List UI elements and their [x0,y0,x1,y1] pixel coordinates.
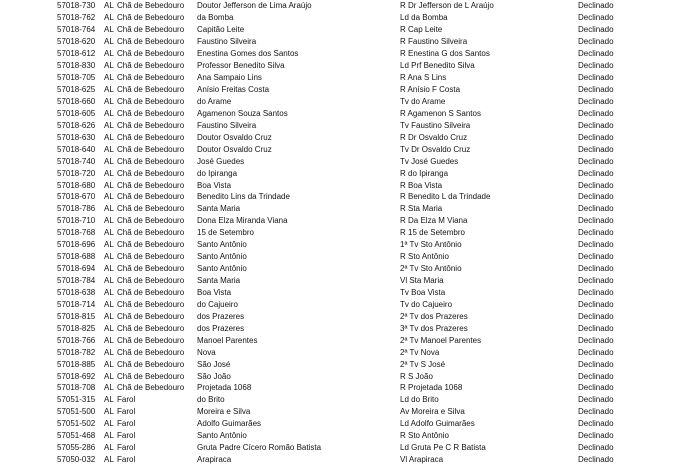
cell-street: Faustino Silveira [197,120,257,130]
cell-uf: AL [104,25,114,35]
cell-cep: 57018-694 [57,264,96,274]
cell-district: Farol [117,455,136,465]
cell-cep: 57018-720 [57,168,96,178]
table-row [0,227,697,239]
cell-uf: AL [104,311,114,321]
cell-cep: 57018-605 [57,108,96,118]
cell-cep: 57018-626 [57,120,96,130]
table-row [0,24,697,36]
cell-cep: 57018-740 [57,156,96,166]
cell-district: Chã de Bebedouro [117,347,185,357]
cell-street: Faustino Silveira [197,37,257,47]
cell-district: Chã de Bebedouro [117,228,185,238]
cell-abbrev: R Enestina G dos Santos [400,49,490,59]
cell-status: Declinado [578,323,614,333]
cell-abbrev: Tv Boa Vista [400,287,446,297]
cell-cep: 57018-640 [57,144,96,154]
cell-cep: 57018-825 [57,323,96,333]
cell-uf: AL [104,49,114,59]
cell-street: do Ipiranga [197,168,238,178]
cell-district: Chã de Bebedouro [117,287,185,297]
cell-street: Gruta Padre Cícero Romão Batista [197,443,322,453]
table-row [0,263,697,275]
table-row [0,96,697,108]
cell-street: Enestina Gomes dos Santos [197,49,299,59]
cell-uf: AL [104,431,114,441]
cell-cep: 57018-612 [57,49,96,59]
cell-uf: AL [104,455,114,465]
cell-district: Chã de Bebedouro [117,132,185,142]
cell-district: Chã de Bebedouro [117,299,185,309]
cell-district: Chã de Bebedouro [117,25,185,35]
cell-street: José Guedes [197,156,245,166]
cell-abbrev: Tv do Arame [400,96,446,106]
cell-street: Moreira e Silva [197,407,251,417]
cell-abbrev: Ld Prf Benedito Silva [400,61,475,71]
cell-status: Declinado [578,359,614,369]
cell-status: Declinado [578,96,614,106]
cell-uf: AL [104,37,114,47]
cell-abbrev: R Benedito L da Trindade [400,192,491,202]
cell-abbrev: Ld Adolfo Guimarães [400,419,475,429]
cell-street: Doutor Osvaldo Cruz [197,144,272,154]
cell-status: Declinado [578,37,614,47]
cell-street: do Arame [197,96,232,106]
cell-status: Declinado [578,252,614,262]
cell-street: Boa Vista [197,180,232,190]
cell-street: dos Prazeres [197,311,245,321]
table-row [0,298,697,310]
cell-cep: 57018-830 [57,61,96,71]
cell-cep: 57018-638 [57,287,96,297]
cell-uf: AL [104,73,114,83]
cell-cep: 57018-696 [57,240,96,250]
table-row [0,334,697,346]
table-row [0,167,697,179]
cell-uf: AL [104,395,114,405]
cell-district: Chã de Bebedouro [117,383,185,393]
cell-uf: AL [104,347,114,357]
cell-cep: 57018-815 [57,311,96,321]
cell-district: Chã de Bebedouro [117,168,185,178]
cell-street: São João [197,371,231,381]
cell-status: Declinado [578,443,614,453]
cell-district: Chã de Bebedouro [117,359,185,369]
cell-street: dos Prazeres [197,323,245,333]
cell-status: Declinado [578,216,614,226]
cell-abbrev: R do Ipiranga [400,168,449,178]
cell-district: Chã de Bebedouro [117,96,185,106]
cell-cep: 57018-885 [57,359,96,369]
cell-cep: 57018-670 [57,192,96,202]
cell-cep: 57055-286 [57,443,96,453]
cell-street: Adolfo Guimarães [197,419,262,429]
cell-abbrev: 2ª Tv Nova [400,347,440,357]
cell-street: do Brito [197,395,225,405]
cell-cep: 57018-782 [57,347,96,357]
cell-abbrev: R Ana S Lins [400,73,447,83]
table-row [0,251,697,263]
cell-district: Farol [117,407,136,417]
cell-abbrev: Vl Arapiraca [400,455,444,465]
cell-status: Declinado [578,299,614,309]
cell-street: Projetada 1068 [197,383,252,393]
table-row [0,239,697,251]
cell-status: Declinado [578,407,614,417]
cell-status: Declinado [578,13,614,23]
cell-status: Declinado [578,108,614,118]
cell-district: Chã de Bebedouro [117,120,185,130]
cell-district: Chã de Bebedouro [117,108,185,118]
cell-street: Santo Antônio [197,264,247,274]
cell-status: Declinado [578,431,614,441]
cell-cep: 57018-692 [57,371,96,381]
cell-uf: AL [104,192,114,202]
cell-district: Chã de Bebedouro [117,311,185,321]
table-row [0,215,697,227]
cell-cep: 57018-710 [57,216,96,226]
cell-district: Chã de Bebedouro [117,61,185,71]
table-row [0,179,697,191]
table-row [0,143,697,155]
cell-cep: 57050-032 [57,455,96,465]
table-row [0,84,697,96]
cell-street: São José [197,359,231,369]
cell-status: Declinado [578,335,614,345]
cell-uf: AL [104,383,114,393]
cell-status: Declinado [578,347,614,357]
cell-abbrev: R Da Elza M Viana [400,216,468,226]
cell-uf: AL [104,168,114,178]
table-row [0,346,697,358]
cell-cep: 57018-705 [57,73,96,83]
cell-cep: 57018-768 [57,228,96,238]
cell-street: Benedito Lins da Trindade [197,192,290,202]
cell-uf: AL [104,240,114,250]
cell-cep: 57018-708 [57,383,96,393]
cell-status: Declinado [578,49,614,59]
cell-abbrev: 2ª Tv Sto Antônio [400,264,462,274]
cell-uf: AL [104,61,114,71]
cell-district: Chã de Bebedouro [117,204,185,214]
cell-status: Declinado [578,25,614,35]
cell-street: Doutor Jefferson de Lima Araújo [197,1,312,11]
cell-cep: 57018-786 [57,204,96,214]
table-row [0,370,697,382]
cell-abbrev: 1ª Tv Sto Antônio [400,240,462,250]
cell-status: Declinado [578,276,614,286]
cell-district: Chã de Bebedouro [117,37,185,47]
cell-abbrev: R Faustino Silveira [400,37,468,47]
table-row [0,48,697,60]
cell-district: Chã de Bebedouro [117,323,185,333]
cell-district: Chã de Bebedouro [117,144,185,154]
cell-district: Chã de Bebedouro [117,276,185,286]
table-row [0,430,697,442]
cell-status: Declinado [578,85,614,95]
cell-uf: AL [104,264,114,274]
table-row [0,155,697,167]
cell-status: Declinado [578,73,614,83]
cell-district: Chã de Bebedouro [117,216,185,226]
cell-abbrev: Tv José Guedes [400,156,459,166]
table-row [0,203,697,215]
cell-status: Declinado [578,287,614,297]
cell-district: Chã de Bebedouro [117,49,185,59]
cell-uf: AL [104,252,114,262]
table-row [0,72,697,84]
cell-abbrev: R Boa Vista [400,180,443,190]
cell-abbrev: R S João [400,371,433,381]
cell-district: Chã de Bebedouro [117,180,185,190]
cell-street: Anísio Freitas Costa [197,85,270,95]
cell-cep: 57018-784 [57,276,96,286]
cell-status: Declinado [578,1,614,11]
cell-district: Farol [117,395,136,405]
table-row [0,191,697,203]
cell-status: Declinado [578,61,614,71]
cell-status: Declinado [578,228,614,238]
cell-district: Chã de Bebedouro [117,264,185,274]
cell-street: 15 de Setembro [197,228,254,238]
cell-district: Farol [117,431,136,441]
cell-uf: AL [104,335,114,345]
cell-uf: AL [104,216,114,226]
table-row [0,310,697,322]
cell-uf: AL [104,371,114,381]
cell-cep: 57018-660 [57,96,96,106]
table-row [0,418,697,430]
cell-district: Farol [117,419,136,429]
cell-street: do Cajueiro [197,299,238,309]
cell-uf: AL [104,287,114,297]
cell-district: Chã de Bebedouro [117,73,185,83]
table-row [0,131,697,143]
cell-abbrev: Tv do Cajueiro [400,299,453,309]
cell-uf: AL [104,85,114,95]
cell-cep: 57018-766 [57,335,96,345]
cell-street: Agamenon Souza Santos [197,108,288,118]
cell-street: Arapiraca [197,455,232,465]
table-row [0,287,697,299]
cell-district: Chã de Bebedouro [117,156,185,166]
cell-abbrev: 2ª Tv S José [400,359,446,369]
cell-uf: AL [104,96,114,106]
cell-status: Declinado [578,180,614,190]
cell-street: da Bomba [197,13,234,23]
table-row [0,0,697,12]
table-row [0,394,697,406]
cell-abbrev: R Dr Jefferson de L Araújo [400,1,494,11]
cell-status: Declinado [578,383,614,393]
cell-uf: AL [104,120,114,130]
cell-cep: 57018-625 [57,85,96,95]
cell-abbrev: R Sto Antônio [400,252,449,262]
cell-status: Declinado [578,371,614,381]
cell-status: Declinado [578,455,614,465]
cell-street: Dona Elza Miranda Viana [197,216,288,226]
cell-uf: AL [104,407,114,417]
cell-cep: 57051-502 [57,419,96,429]
cell-uf: AL [104,299,114,309]
cell-cep: 57018-714 [57,299,96,309]
cell-street: Santo Antônio [197,431,247,441]
cell-uf: AL [104,108,114,118]
cell-abbrev: 2ª Tv dos Prazeres [400,311,468,321]
table-row [0,275,697,287]
cell-street: Santa Maria [197,276,241,286]
cell-status: Declinado [578,311,614,321]
cell-cep: 57051-500 [57,407,96,417]
cell-district: Chã de Bebedouro [117,85,185,95]
table-row [0,406,697,418]
cell-status: Declinado [578,240,614,250]
cell-uf: AL [104,276,114,286]
cell-district: Chã de Bebedouro [117,371,185,381]
cell-uf: AL [104,1,114,11]
cell-abbrev: Ld do Brito [400,395,439,405]
cell-uf: AL [104,323,114,333]
cell-abbrev: R Projetada 1068 [400,383,463,393]
table-row [0,322,697,334]
table-row [0,107,697,119]
table-row [0,12,697,24]
cell-abbrev: Ld da Bomba [400,13,448,23]
cell-abbrev: Av Moreira e Silva [400,407,465,417]
cell-uf: AL [104,204,114,214]
cell-status: Declinado [578,132,614,142]
cell-street: Santo Antônio [197,252,247,262]
cell-district: Chã de Bebedouro [117,252,185,262]
cell-cep: 57018-688 [57,252,96,262]
cell-cep: 57018-620 [57,37,96,47]
cell-uf: AL [104,13,114,23]
cell-street: Capitão Leite [197,25,245,35]
cell-district: Chã de Bebedouro [117,335,185,345]
cell-status: Declinado [578,204,614,214]
cell-abbrev: 3ª Tv dos Prazeres [400,323,468,333]
cell-abbrev: Ld Gruta Pe C R Batista [400,443,486,453]
cell-status: Declinado [578,419,614,429]
cell-street: Doutor Osvaldo Cruz [197,132,272,142]
cell-street: Professor Benedito Silva [197,61,285,71]
cell-abbrev: R 15 de Setembro [400,228,465,238]
cell-cep: 57051-468 [57,431,96,441]
table-row [0,358,697,370]
cell-abbrev: R Dr Osvaldo Cruz [400,132,468,142]
table-row [0,60,697,72]
table-row [0,442,697,454]
cell-abbrev: R Anísio F Costa [400,85,461,95]
cell-status: Declinado [578,395,614,405]
cell-abbrev: Vl Sta Maria [400,276,444,286]
cell-status: Declinado [578,168,614,178]
cell-status: Declinado [578,264,614,274]
cell-district: Farol [117,443,136,453]
cell-street: Ana Sampaio Lins [197,73,262,83]
cell-uf: AL [104,359,114,369]
cell-cep: 57018-730 [57,1,96,11]
table-row [0,382,697,394]
cell-status: Declinado [578,156,614,166]
cell-uf: AL [104,180,114,190]
table-row [0,36,697,48]
cell-cep: 57051-315 [57,395,96,405]
cell-district: Chã de Bebedouro [117,13,185,23]
cell-abbrev: Tv Dr Osvaldo Cruz [400,144,471,154]
cell-street: Manoel Parentes [197,335,258,345]
cell-street: Boa Vista [197,287,232,297]
cell-abbrev: R Sta Maria [400,204,443,214]
cell-cep: 57018-680 [57,180,96,190]
cell-uf: AL [104,419,114,429]
cell-district: Chã de Bebedouro [117,192,185,202]
cell-uf: AL [104,144,114,154]
cell-cep: 57018-630 [57,132,96,142]
table-row [0,119,697,131]
cell-district: Chã de Bebedouro [117,240,185,250]
cell-abbrev: R Agamenon S Santos [400,108,481,118]
cell-uf: AL [104,156,114,166]
cell-street: Santa Maria [197,204,241,214]
cell-abbrev: Tv Faustino Silveira [400,120,471,130]
cell-abbrev: R Sto Antônio [400,431,449,441]
cell-street: Nova [197,347,216,357]
cell-status: Declinado [578,144,614,154]
cell-abbrev: R Cap Leite [400,25,443,35]
cell-uf: AL [104,443,114,453]
cell-abbrev: 2ª Tv Manoel Parentes [400,335,482,345]
cell-cep: 57018-764 [57,25,96,35]
cell-uf: AL [104,132,114,142]
table-row [0,454,697,465]
cell-cep: 57018-762 [57,13,96,23]
cell-uf: AL [104,228,114,238]
cell-status: Declinado [578,120,614,130]
cell-status: Declinado [578,192,614,202]
cell-street: Santo Antônio [197,240,247,250]
cell-district: Chã de Bebedouro [117,1,185,11]
